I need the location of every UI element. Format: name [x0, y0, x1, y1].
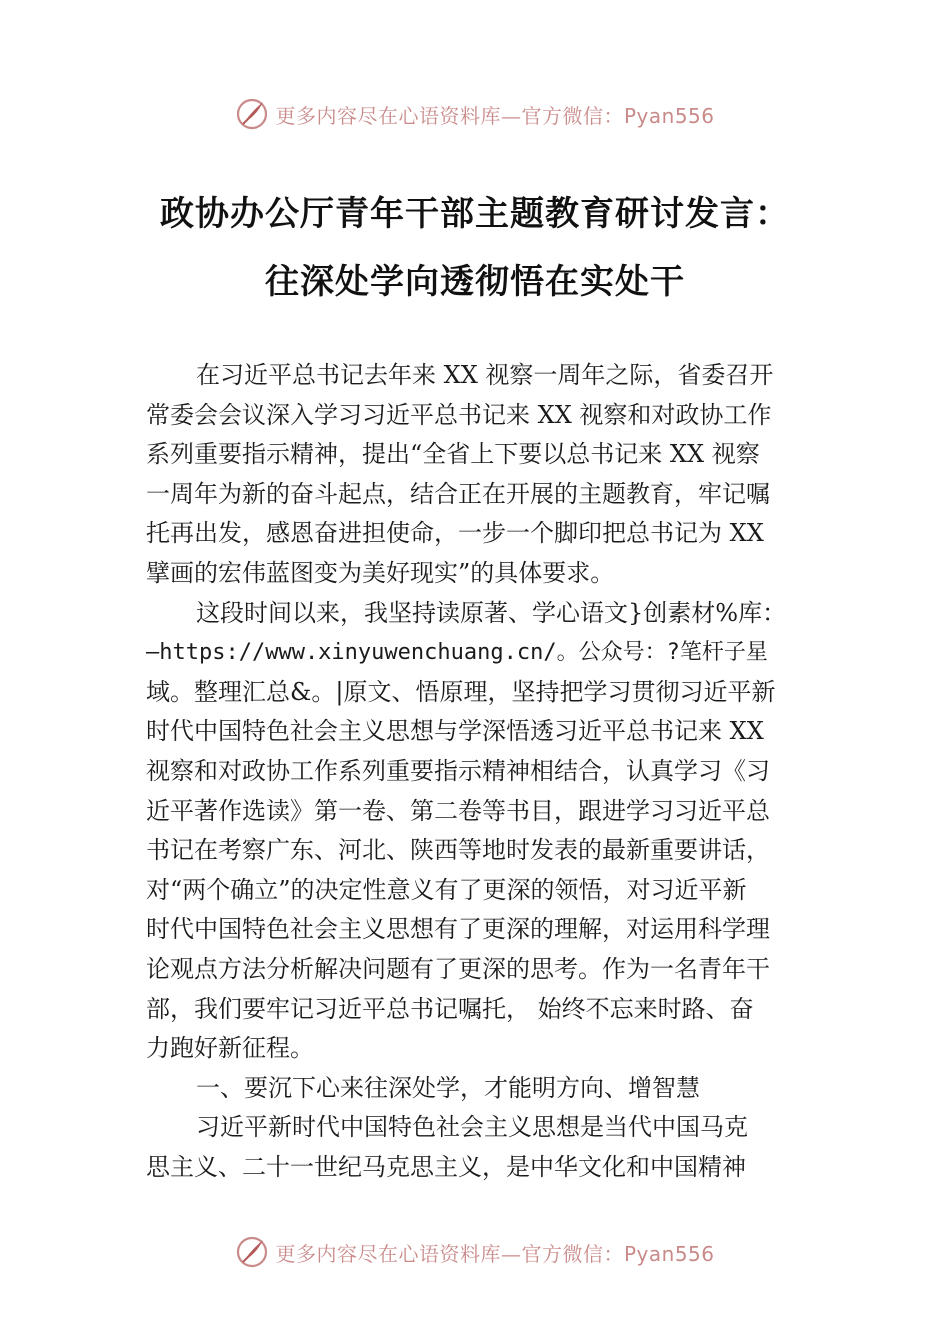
body-line: 思主义、二十一世纪马克思主义，是中华文化和中国精神: [146, 1152, 746, 1181]
body-line: 在习近平总书记去年来 XX 视察一周年之际，省委召开: [196, 361, 774, 389]
body-line: 这段时间以来，我坚持读原著、学心语文}创素材%库：: [196, 598, 787, 627]
body-line: 近平著作选读》第一卷、第二卷等书目，跟进学习习近平总: [146, 796, 770, 825]
header-watermark: [0, 94, 950, 134]
body-line: 常委会会议深入学习习近平总书记来 XX 视察和对政协工作: [146, 400, 772, 429]
body-line: 对“两个确立”的决定性意义有了更深的领悟，对习近平新: [146, 875, 747, 904]
body-line: 习近平新时代中国特色社会主义思想是当代中国马克: [196, 1113, 748, 1142]
body-line: 域。整理汇总&。|原文、悟原理，坚持把学习贯彻习近平新: [146, 677, 776, 706]
body-line: 书记在考察广东、河北、陕西等地时发表的最新重要讲话，: [146, 836, 770, 865]
body-line: 时代中国特色社会主义思想有了更深的理解，对运用科学理: [146, 915, 770, 944]
body-line: 部，我们要牢记习近平总书记嘱托， 始终不忘来时路、奋: [146, 994, 754, 1023]
quill-logo-icon: [235, 97, 269, 131]
footer-watermark: [0, 1232, 950, 1272]
document-title-line-1: 政协办公厅青年干部主题教育研讨发言：: [160, 194, 790, 234]
document-title-line-2: 往深处学向透彻悟在实处干: [265, 262, 685, 302]
watermark-text: 更多内容尽在心语资料库—官方微信：Pyan556: [275, 1241, 715, 1266]
wechat-id: Pyan556: [623, 103, 715, 128]
body-line: 系列重要指示精神，提出“全省上下要以总书记来 XX 视察: [146, 440, 760, 469]
body-line: 托再出发，感恩奋进担使命，一步一个脚印把总书记为 XX: [146, 519, 764, 548]
body-line: 擘画的宏伟蓝图变为美好现实”的具体要求。: [146, 558, 615, 587]
body-line-url: —https://www.xinyuwenchuang.cn/。公众号：?笔杆子星: [146, 640, 768, 666]
body-line: 一周年为新的奋斗起点，结合正在开展的主题教育，牢记嘱: [146, 479, 770, 508]
body-line: 力跑好新征程。: [146, 1034, 314, 1063]
quill-logo-icon: [235, 1235, 269, 1269]
document-body: [146, 356, 808, 1187]
wechat-id: Pyan556: [623, 1241, 715, 1266]
watermark-text: 更多内容尽在心语资料库—官方微信：Pyan556: [275, 103, 715, 128]
section-heading: 一、要沉下心来往深处学，才能明方向、增智慧: [196, 1073, 700, 1102]
body-line: 视察和对政协工作系列重要指示精神相结合，认真学习《习: [146, 756, 770, 785]
body-line: 时代中国特色社会主义思想与学深悟透习近平总书记来 XX: [146, 717, 764, 746]
body-line: 论观点方法分析解决问题有了更深的思考。作为一名青年干: [146, 954, 770, 983]
